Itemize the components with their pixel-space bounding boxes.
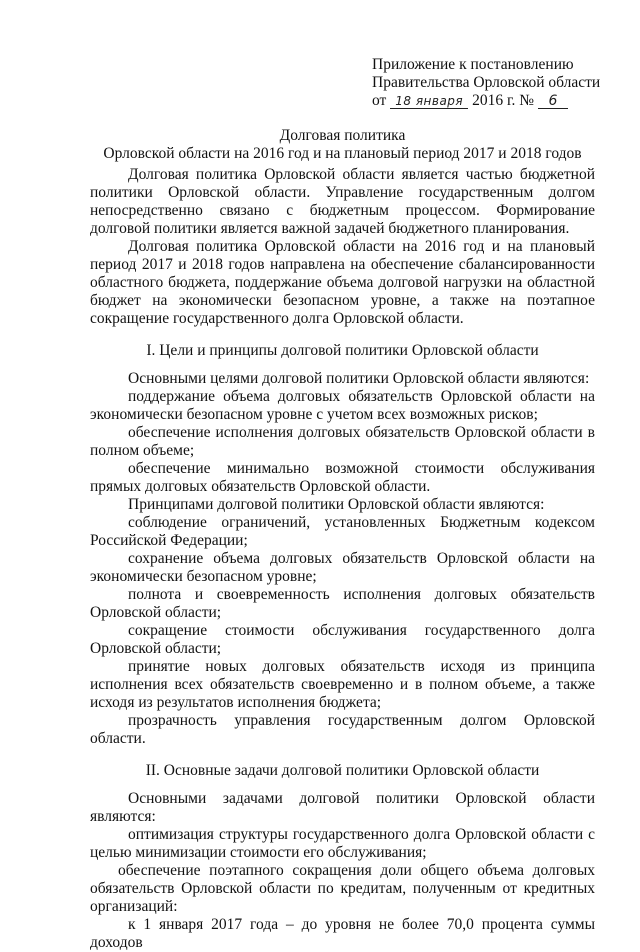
date-prefix: от [372, 92, 387, 109]
section-1-paragraph: соблюдение ограничений, установленных Бюджетным кодексом Российской Федерации; [90, 514, 595, 549]
section-2-paragraph: к 1 января 2017 года – до уровня не более 70,0 процента суммы доходов [90, 916, 595, 951]
section-1-paragraph: обеспечение минимально возможной стоимости обслуживания прямых долговых обязательств Орловской области. [90, 460, 595, 495]
intro-paragraph-2: Долговая политика Орловской области на 2016 год и на плановый период 2017 и 2018 годов направлена на обеспечение сбалансированности областного бюджета, поддержание объема долговой нагрузки на областной бюджет на экономически безопасном уровне, а также на поэтапное сокращение государственного долга Орловской области. [90, 238, 595, 327]
appendix-date-line [372, 92, 602, 110]
intro-paragraph-1: Долговая политика Орловской области является частью бюджетной политики Орловской области. Управление государственным долгом непосредственно связано с бюджетным процессом. Формирование долговой политики является важной задачей бюджетного планирования. [90, 166, 595, 237]
document-body [90, 166, 595, 952]
document-title [90, 127, 595, 163]
title-line-1: Долговая политика [279, 127, 406, 144]
section-1-paragraph: поддержание объема долговых обязательств Орловской области на экономически безопасном уровне с учетом всех возможных рисков; [90, 388, 595, 423]
section-2-paragraph: оптимизация структуры государственного долга Орловской области с целью минимизации стоимости его обслуживания; [90, 826, 595, 861]
section-1-paragraph: обеспечение исполнения долговых обязательств Орловской области в полном объеме; [90, 424, 595, 459]
section-1-paragraph: сокращение стоимости обслуживания государственного долга Орловской области; [90, 622, 595, 657]
section-2-paragraph: обеспечение поэтапного сокращения доли общего объема долговых обязательств Орловской области по кредитам, полученным от кредитных организаций: [90, 862, 595, 915]
section-1-paragraph: Основными целями долговой политики Орловской области являются: [128, 370, 590, 387]
date-suffix: 2016 г. № [472, 92, 535, 109]
appendix-line-1: Приложение к постановлению [372, 56, 574, 73]
appendix-header [372, 56, 602, 110]
section-1-title: I. Цели и принципы долговой политики Орловской области [146, 342, 539, 359]
section-1-paragraph: полнота и своевременность исполнения долговых обязательств Орловской области; [90, 586, 595, 621]
handwritten-number: 6 [538, 95, 568, 109]
section-1-paragraph: прозрачность управления государственным долгом Орловской области. [90, 712, 595, 747]
handwritten-date: 18 января [390, 95, 468, 109]
section-2-title: II. Основные задачи долговой политики Орловской области [145, 762, 540, 779]
section-2-paragraph: Основными задачами долговой политики Орловской области являются: [90, 790, 595, 825]
title-line-2: Орловской области на 2016 год и на плановый период 2017 и 2018 годов [103, 145, 582, 162]
appendix-line-2: Правительства Орловской области [372, 74, 601, 91]
section-1-paragraph: Принципами долговой политики Орловской области являются: [128, 496, 545, 513]
section-1-paragraph: сохранение объема долговых обязательств Орловской области на экономически безопасном уровне; [90, 550, 595, 585]
section-1-paragraph: принятие новых долговых обязательств исходя из принципа исполнения всех обязательств своевременно и в полном объеме, а также исходя из результатов исполнения бюджета; [90, 658, 595, 711]
